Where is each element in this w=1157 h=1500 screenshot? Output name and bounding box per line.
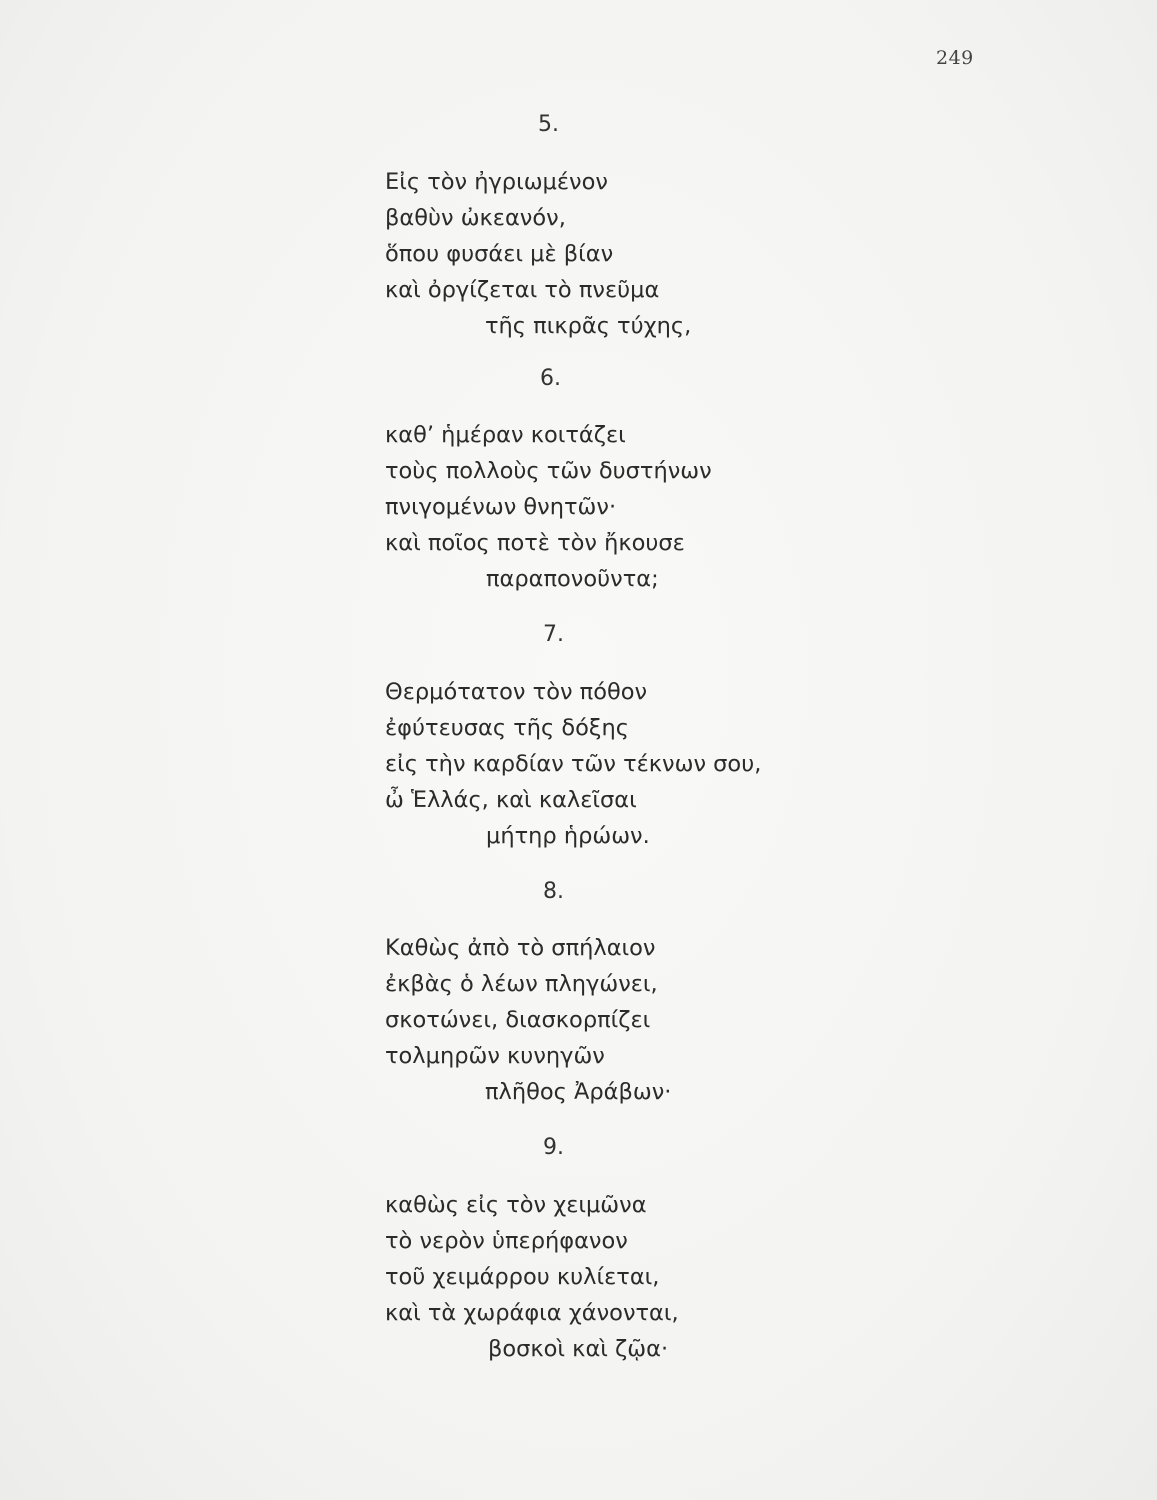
poem-line: ὦ Ἑλλάς, καὶ καλεῖσαι bbox=[385, 787, 637, 813]
stanza-number: 8. bbox=[543, 879, 564, 904]
poem-line: καὶ ὀργίζεται τὸ πνεῦμα bbox=[385, 277, 660, 303]
poem-line: τολμηρῶν κυνηγῶν bbox=[385, 1043, 605, 1069]
poem-line: σκοτώνει, διασκορπίζει bbox=[385, 1007, 651, 1033]
stanza-number: 9. bbox=[543, 1135, 564, 1160]
poem-line: καθ’ ἡμέραν κοιτάζει bbox=[385, 422, 626, 448]
poem-line: Θερμότατον τὸν πόθον bbox=[385, 679, 648, 705]
poem-line: καθὼς εἰς τὸν χειμῶνα bbox=[385, 1192, 647, 1218]
poem-line: βαθὺν ὠκεανόν, bbox=[385, 205, 566, 231]
stanza-number: 7. bbox=[543, 622, 564, 647]
page-number: 249 bbox=[936, 47, 974, 69]
poem-line: Καθὼς ἀπὸ τὸ σπήλαιον bbox=[385, 935, 656, 961]
stanza-number: 5. bbox=[538, 112, 559, 137]
poem-line: Εἰς τὸν ἠγριωμένον bbox=[385, 169, 608, 195]
poem-line: ἐκβὰς ὁ λέων πληγώνει, bbox=[385, 971, 658, 997]
poem-line: ὅπου φυσάει μὲ βίαν bbox=[385, 241, 614, 267]
poem-line: τοῦ χειμάρρου κυλίεται, bbox=[385, 1264, 660, 1290]
poem-line: καὶ τὰ χωράφια χάνονται, bbox=[385, 1300, 679, 1326]
poem-line: ἐφύτευσας τῆς δόξης bbox=[385, 715, 629, 741]
poem-line: παραπονοῦντα; bbox=[486, 566, 659, 592]
poem-line: καὶ ποῖος ποτὲ τὸν ἤκουσε bbox=[385, 530, 685, 556]
poem-line: τῆς πικρᾶς τύχης, bbox=[485, 313, 692, 339]
poem-line: μήτηρ ἡρώων. bbox=[486, 823, 650, 849]
poem-line: εἰς τὴν καρδίαν τῶν τέκνων σου, bbox=[385, 751, 762, 777]
poem-line: τὸ νερὸν ὑπερήφανον bbox=[385, 1228, 628, 1254]
poem-line: τοὺς πολλοὺς τῶν δυστήνων bbox=[385, 458, 712, 484]
poem-line: πνιγομένων θνητῶν· bbox=[385, 494, 617, 520]
stanza-number: 6. bbox=[540, 366, 561, 391]
poem-line: βοσκοὶ καὶ ζῷα· bbox=[488, 1336, 669, 1362]
poem-line: πλῆθος Ἀράβων· bbox=[485, 1079, 672, 1105]
